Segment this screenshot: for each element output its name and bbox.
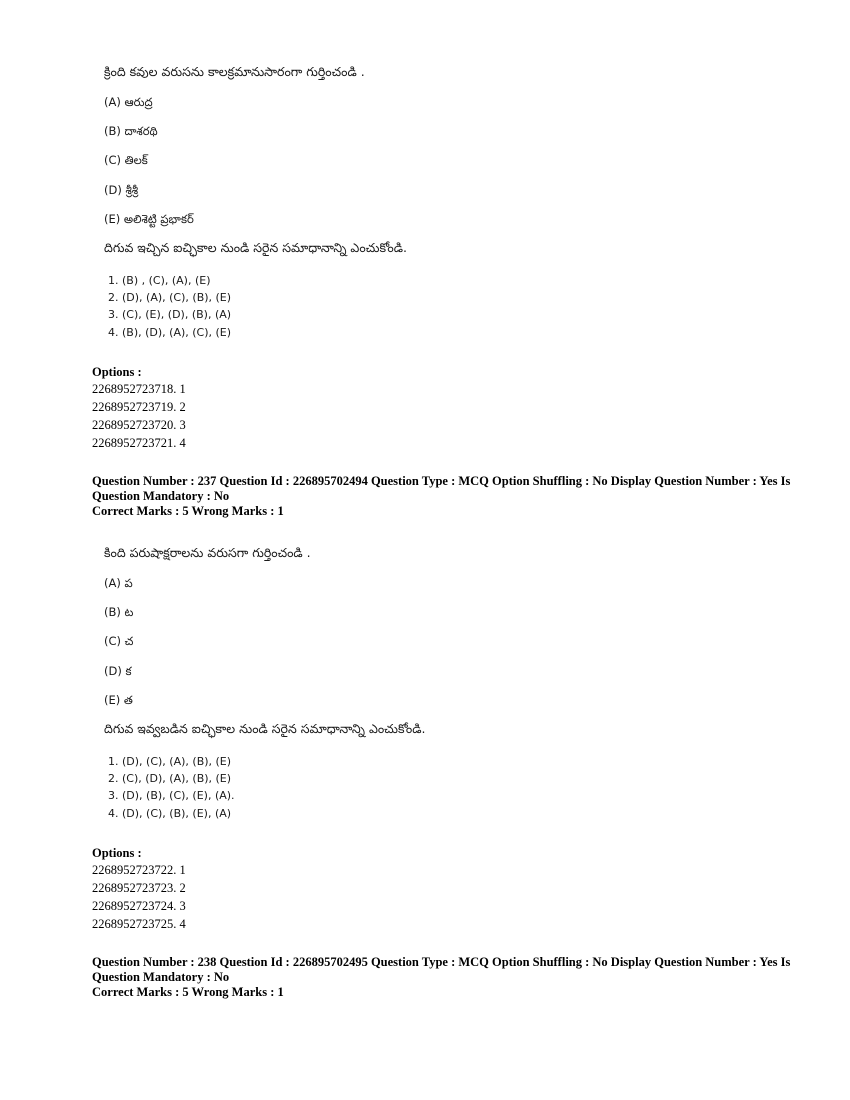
list-item: (C) తిలక్ <box>104 153 148 167</box>
list-item: (B) దాశరథి <box>104 124 158 138</box>
marks-line: Correct Marks : 5 Wrong Marks : 1 <box>92 985 284 999</box>
question-text: క్రింది కవుల వరుసను కాలక్రమానుసారంగా గుర్తించండి . <box>104 64 365 79</box>
list-item: (B) ట <box>104 605 134 619</box>
option-id: 2268952723723. 2 <box>92 881 186 895</box>
list-item: (A) ఆరుద్ర <box>104 95 153 109</box>
list-item: (D) శ్రీశ్రీ <box>104 183 139 197</box>
answer-choice: 1. (B) , (C), (A), (E) <box>108 274 211 287</box>
option-id: 2268952723722. 1 <box>92 863 186 877</box>
question-text: కింది పరుషాక్షరాలను వరుసగా గుర్తించండి . <box>104 545 311 560</box>
list-item: (A) ప <box>104 576 133 590</box>
list-item: (D) క <box>104 664 132 678</box>
list-item: (E) అలిశెట్టి ప్రభాకర్ <box>104 212 194 226</box>
option-id: 2268952723724. 3 <box>92 899 186 913</box>
meta-line: Question Mandatory : No <box>92 970 230 984</box>
option-id: 2268952723718. 1 <box>92 382 186 396</box>
answer-choice: 3. (C), (E), (D), (B), (A) <box>108 308 232 321</box>
options-heading: Options : <box>92 846 142 860</box>
option-id: 2268952723720. 3 <box>92 418 186 432</box>
answer-choice: 4. (D), (C), (B), (E), (A) <box>108 807 232 820</box>
choose-prompt: దిగువ ఇచ్చిన ఐచ్ఛికాల నుండి సరైన సమాధానాన్ని ఎంచుకోండి. <box>104 240 407 255</box>
question-meta <box>92 474 791 519</box>
option-id: 2268952723725. 4 <box>92 917 186 931</box>
choose-prompt: దిగువ ఇవ్వబడిన ఐచ్ఛికాల నుండి సరైన సమాధానాన్ని ఎంచుకోండి. <box>104 721 426 736</box>
answer-choice: 3. (D), (B), (C), (E), (A). <box>108 789 235 802</box>
options-heading: Options : <box>92 365 142 379</box>
list-item: (C) చ <box>104 634 134 648</box>
question-237-body <box>92 545 772 835</box>
question-meta <box>92 955 791 1000</box>
answer-choice: 1. (D), (C), (A), (B), (E) <box>108 755 232 768</box>
question-236-body <box>92 64 772 354</box>
marks-line: Correct Marks : 5 Wrong Marks : 1 <box>92 504 284 518</box>
answer-choice: 4. (B), (D), (A), (C), (E) <box>108 326 232 339</box>
answer-choice: 2. (C), (D), (A), (B), (E) <box>108 772 232 785</box>
option-id: 2268952723721. 4 <box>92 436 186 450</box>
meta-line: Question Mandatory : No <box>92 489 230 503</box>
option-id: 2268952723719. 2 <box>92 400 186 414</box>
list-item: (E) త <box>104 693 133 707</box>
meta-line: Question Number : 237 Question Id : 226895702494 Question Type : MCQ Option Shuffling : No Display Question Number : Yes Is <box>92 474 791 488</box>
answer-choice: 2. (D), (A), (C), (B), (E) <box>108 291 232 304</box>
meta-line: Question Number : 238 Question Id : 226895702495 Question Type : MCQ Option Shuffling : No Display Question Number : Yes Is <box>92 955 791 969</box>
